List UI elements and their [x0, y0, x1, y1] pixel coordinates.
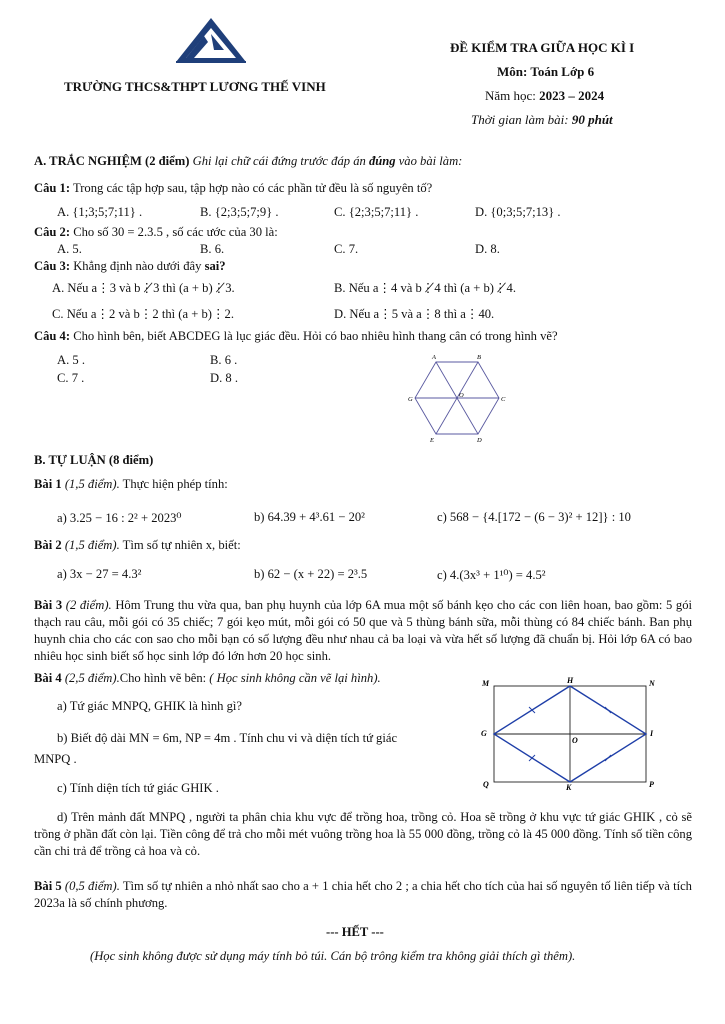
- question-4: Câu 4: Cho hình bên, biết ABCDEG là lục giác đều. Hỏi có bao nhiêu hình thang cân có trong hình vẽ?: [34, 329, 558, 343]
- bai4-part-c: c) Tính diện tích tứ giác GHIK .: [57, 781, 219, 795]
- footer-note: (Học sinh không được sử dụng máy tính bỏ túi. Cán bộ trông kiểm tra không giải thích gì thêm).: [90, 949, 576, 963]
- hex-label-o: O: [459, 392, 464, 399]
- bai1-part-c: c) 568 − {4.[172 − (6 − 3)² + 12]} : 10: [437, 510, 631, 524]
- bai4-part-b-cont: MNPQ .: [34, 752, 77, 766]
- q4-option-c: C. 7 .: [57, 371, 85, 385]
- hex-label-c: C: [501, 396, 506, 403]
- q2-option-c: C. 7.: [334, 242, 359, 256]
- school-year: Năm học: 2023 – 2024: [485, 88, 605, 103]
- rect-label-o: O: [572, 736, 578, 745]
- rect-label-q: Q: [483, 780, 489, 789]
- school-name: TRƯỜNG THCS&THPT LƯƠNG THẾ VINH: [64, 79, 326, 94]
- rect-label-i: I: [650, 729, 654, 738]
- q1-option-b: B. {2;3;5;7;9} .: [200, 205, 279, 219]
- hexagon-figure: [398, 352, 510, 444]
- rect-label-m: M: [482, 679, 490, 688]
- question-1: Câu 1: Trong các tập hợp sau, tập hợp nào có các phần tử đều là số nguyên tố?: [34, 181, 433, 195]
- hex-label-b: B: [477, 354, 481, 361]
- rect-label-g: G: [481, 729, 487, 738]
- q2-option-b: B. 6.: [200, 242, 225, 256]
- school-logo: [174, 16, 248, 64]
- q3-option-a: A. Nếu a⋮3 và b⋮̸3 thì (a + b)⋮̸3.: [52, 281, 235, 295]
- rectangle-figure: [478, 676, 664, 792]
- q3-option-c: C. Nếu a⋮2 và b⋮2 thì (a + b)⋮2.: [52, 307, 234, 321]
- q1-option-a: A. {1;3;5;7;11} .: [57, 205, 143, 219]
- q4-option-a: A. 5 .: [57, 353, 85, 367]
- part-a-heading: A. TRẮC NGHIỆM (2 điểm) Ghi lại chữ cái đứng trước đáp án đúng vào bài làm:: [34, 154, 463, 168]
- bai2-part-c: c) 4.(3x³ + 1¹⁰) = 4.5²: [437, 568, 546, 582]
- bai4-part-d: d) Trên mảnh đất MNPQ , người ta phân chia khu vực để trồng hoa, trồng cỏ. Hoa sẽ trồng ở khu vực tứ giác GHIK , cỏ sẽ trồng ở phần đất còn lại. Tiền công để trả cho mỗi mét vuông trồng hoa là 55 000 đồng, trồng cỏ là 45 000 đồng. Tính số tiền công cần chi trả để trồng cả hoa và cỏ.: [34, 810, 692, 858]
- end-marker: --- HẾT ---: [326, 925, 384, 939]
- bai4-part-b: b) Biết độ dài MN = 6m, NP = 4m . Tính chu vi và diện tích tứ giác: [57, 731, 398, 745]
- q1-option-c: C. {2;3;5;7;11} .: [334, 205, 419, 219]
- q4-option-b: B. 6 .: [210, 353, 238, 367]
- question-2: Câu 2: Cho số 30 = 2.3.5 , số các ước của 30 là:: [34, 225, 278, 239]
- rect-label-k: K: [566, 783, 572, 792]
- q3-option-d: D. Nếu a⋮5 và a⋮8 thì a⋮40.: [334, 307, 495, 321]
- rect-label-p: P: [649, 780, 654, 789]
- bai5: Bài 5 (0,5 điểm). Tìm số tự nhiên a nhỏ nhất sao cho a + 1 chia hết cho 2 ; a chia hết cho tích của hai số nguyên tố liên tiếp và tích 2023a là số chính phương.: [34, 879, 692, 910]
- bai1-heading: Bài 1 (1,5 điểm). Thực hiện phép tính:: [34, 477, 228, 491]
- bai2-part-b: b) 62 − (x + 22) = 2³.5: [254, 567, 368, 581]
- q3-option-b: B. Nếu a⋮4 và b⋮̸4 thì (a + b)⋮̸4.: [334, 281, 516, 295]
- rect-label-n: N: [649, 679, 655, 688]
- hex-label-g: G: [408, 396, 413, 403]
- q2-option-d: D. 8.: [475, 242, 500, 256]
- hex-label-a: A: [432, 354, 436, 361]
- q4-option-d: D. 8 .: [210, 371, 238, 385]
- bai1-part-b: b) 64.39 + 4³.61 − 20²: [254, 510, 365, 524]
- rect-label-h: H: [567, 676, 574, 685]
- bai1-part-a: a) 3.25 − 16 : 2² + 2023⁰: [57, 511, 182, 525]
- hex-label-d: D: [477, 437, 482, 444]
- question-3: Câu 3: Khẳng định nào dưới đây sai?: [34, 259, 226, 273]
- hex-label-e: E: [430, 437, 434, 444]
- bai4-part-a: a) Tứ giác MNPQ, GHIK là hình gì?: [57, 699, 242, 713]
- part-b-heading: B. TỰ LUẬN (8 điểm): [34, 453, 154, 467]
- q2-option-a: A. 5.: [57, 242, 82, 256]
- bai4-heading: Bài 4 (2,5 điểm).Cho hình vẽ bên: ( Học sinh không cần vẽ lại hình).: [34, 671, 381, 685]
- exam-subject: Môn: Toán Lớp 6: [497, 64, 595, 79]
- bai2-part-a: a) 3x − 27 = 4.3²: [57, 567, 142, 581]
- bai3: Bài 3 (2 điểm). Hôm Trung thu vừa qua, ban phụ huynh của lớp 6A mua một số bánh kẹo cho các con liên hoan, bao gồm: 5 gói thạch rau câu, mỗi gói có 35 chiếc; 7 gói kẹo mút, mỗi gói có 50 que và 5 thùng bánh sữa, mỗi thùng có 84 chiếc bánh. Ban phụ huynh chia cho các con sao cho mỗi bạn có số lượng đều như nhau cả ba loại và vừa hết số lượng đã chuẩn bị. Hỏi lớp 6A có bao nhiêu học sinh biết số học sinh lớp đó lớn hơn 20 học sinh.: [34, 598, 692, 663]
- bai2-heading: Bài 2 (1,5 điểm). Tìm số tự nhiên x, biết:: [34, 538, 241, 552]
- exam-time: Thời gian làm bài: 90 phút: [471, 112, 613, 127]
- q1-option-d: D. {0;3;5;7;13} .: [475, 205, 561, 219]
- exam-title: ĐỀ KIỂM TRA GIỮA HỌC KÌ I: [450, 40, 635, 55]
